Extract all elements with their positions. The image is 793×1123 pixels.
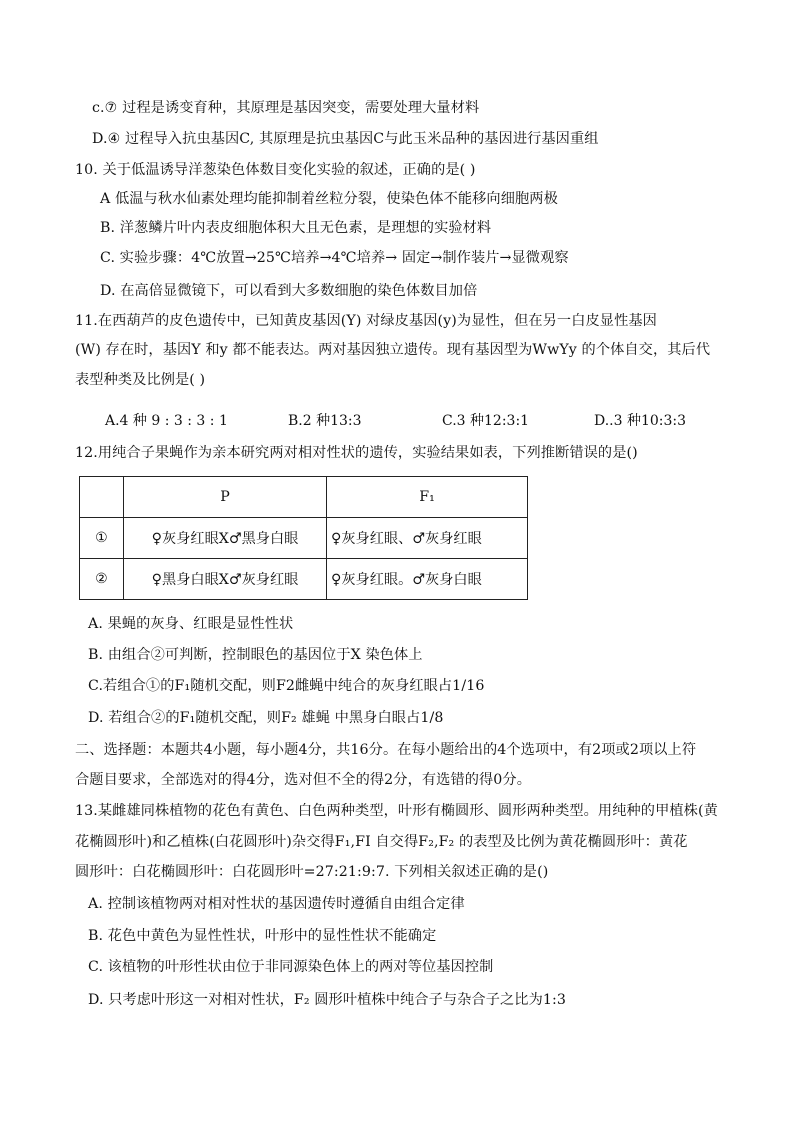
q13-option-b: B. 花色中黄色为显性性状，叶形中的显性性状不能确定 [88, 928, 437, 944]
q12-option-d: D. 若组合②的F₁随机交配，则F₂ 雄蝇 中黑身白眼占1/8 [88, 710, 444, 726]
q11-stem-line1: 11.在西葫芦的皮色遗传中，已知黄皮基因(Y) 对绿皮基因(y)为显性，但在另一白皮显性基因 [75, 313, 657, 329]
table-header-cell: F₁ [327, 477, 528, 518]
table-cell: ♀黑身白眼X♂灰身红眼 [124, 559, 327, 600]
table-row [80, 518, 528, 559]
q13-option-a: A. 控制该植物两对相对性状的基因遗传时遵循自由组合定律 [88, 896, 465, 912]
table-cell: ♀灰身红眼、♂灰身红眼 [327, 518, 528, 559]
q10-option-d: D. 在高倍显微镜下，可以看到大多数细胞的染色体数目加倍 [100, 283, 478, 299]
q9-option-c: c.⑦ 过程是诱变育种，其原理是基因突变，需要处理大量材料 [92, 100, 480, 116]
table-cell: ① [80, 518, 124, 559]
table-cell: ② [80, 559, 124, 600]
q12-option-c: C.若组合①的F₁随机交配，则F2雌蝇中纯合的灰身红眼占1/16 [88, 678, 485, 694]
q13-stem-line2: 花椭圆形叶)和乙植株(白花圆形叶)杂交得F₁,FI 自交得F₂,F₂ 的表型及比例为黄花椭圆形叶：黄花 [75, 834, 688, 850]
q13-stem-line1: 13.某雌雄同株植物的花色有黄色、白色两种类型，叶形有椭圆形、圆形两种类型。用纯种的甲植株(黄 [75, 803, 718, 819]
table-cell: ♀灰身红眼。♂灰身白眼 [327, 559, 528, 600]
q10-option-c: C. 实验步骤：4℃放置→25℃培养→4℃培养→ 固定→制作装片→显微观察 [100, 250, 569, 266]
section-heading-line2: 合题目要求，全部选对的得4分，选对但不全的得2分，有选错的得0分。 [75, 772, 532, 788]
table-header-cell: P [124, 477, 327, 518]
q9-option-d: D.④ 过程导入抗虫基因C, 其原理是抗虫基因C与此玉米品种的基因进行基因重组 [92, 131, 599, 147]
q12-stem: 12.用纯合子果蝇作为亲本研究两对相对性状的遗传，实验结果如表，下列推断错误的是() [75, 445, 638, 461]
q10-option-b: B. 洋葱鳞片叶内表皮细胞体积大且无色素，是理想的实验材料 [100, 220, 492, 236]
q13-option-d: D. 只考虑叶形这一对相对性状，F₂ 圆形叶植株中纯合子与杂合子之比为1:3 [88, 992, 567, 1008]
q11-stem-line2: (W) 存在时，基因Y 和y 都不能表达。两对基因独立遗传。现有基因型为WwYy 的个体自交，其后代 [75, 342, 711, 358]
q13-stem-line3: 圆形叶：白花椭圆形叶：白花圆形叶=27:21:9:7. 下列相关叙述正确的是() [75, 864, 549, 880]
table-header-row [80, 477, 528, 518]
q12-option-b: B. 由组合②可判断，控制眼色的基因位于X 染色体上 [88, 647, 423, 663]
table-cell: ♀灰身红眼X♂黑身白眼 [124, 518, 327, 559]
section-heading-line1: 二、选择题：本题共4小题，每小题4分，共16分。在每小题给出的4个选项中，有2项或2项以上符 [75, 742, 697, 758]
q11-option-d: D..3 种10:3:3 [594, 413, 687, 429]
q11-option-a: A.4 种 9 : 3 : 3 : 1 [105, 413, 228, 429]
q10-stem: 10. 关于低温诱导洋葱染色体数目变化实验的叙述，正确的是( ) [75, 162, 476, 178]
q11-option-c: C.3 种12:3:1 [442, 413, 530, 429]
q11-stem-line3: 表型种类及比例是( ) [75, 372, 206, 388]
table-row [80, 559, 528, 600]
q12-option-a: A. 果蝇的灰身、红眼是显性性状 [88, 616, 294, 632]
q10-option-a: A 低温与秋水仙素处理均能抑制着丝粒分裂，使染色体不能移向细胞两极 [100, 191, 558, 207]
q13-option-c: C. 该植物的叶形性状由位于非同源染色体上的两对等位基因控制 [88, 959, 494, 975]
q12-table [79, 476, 528, 600]
q11-option-b: B.2 种13:3 [288, 413, 362, 429]
table-header-cell [80, 477, 124, 518]
